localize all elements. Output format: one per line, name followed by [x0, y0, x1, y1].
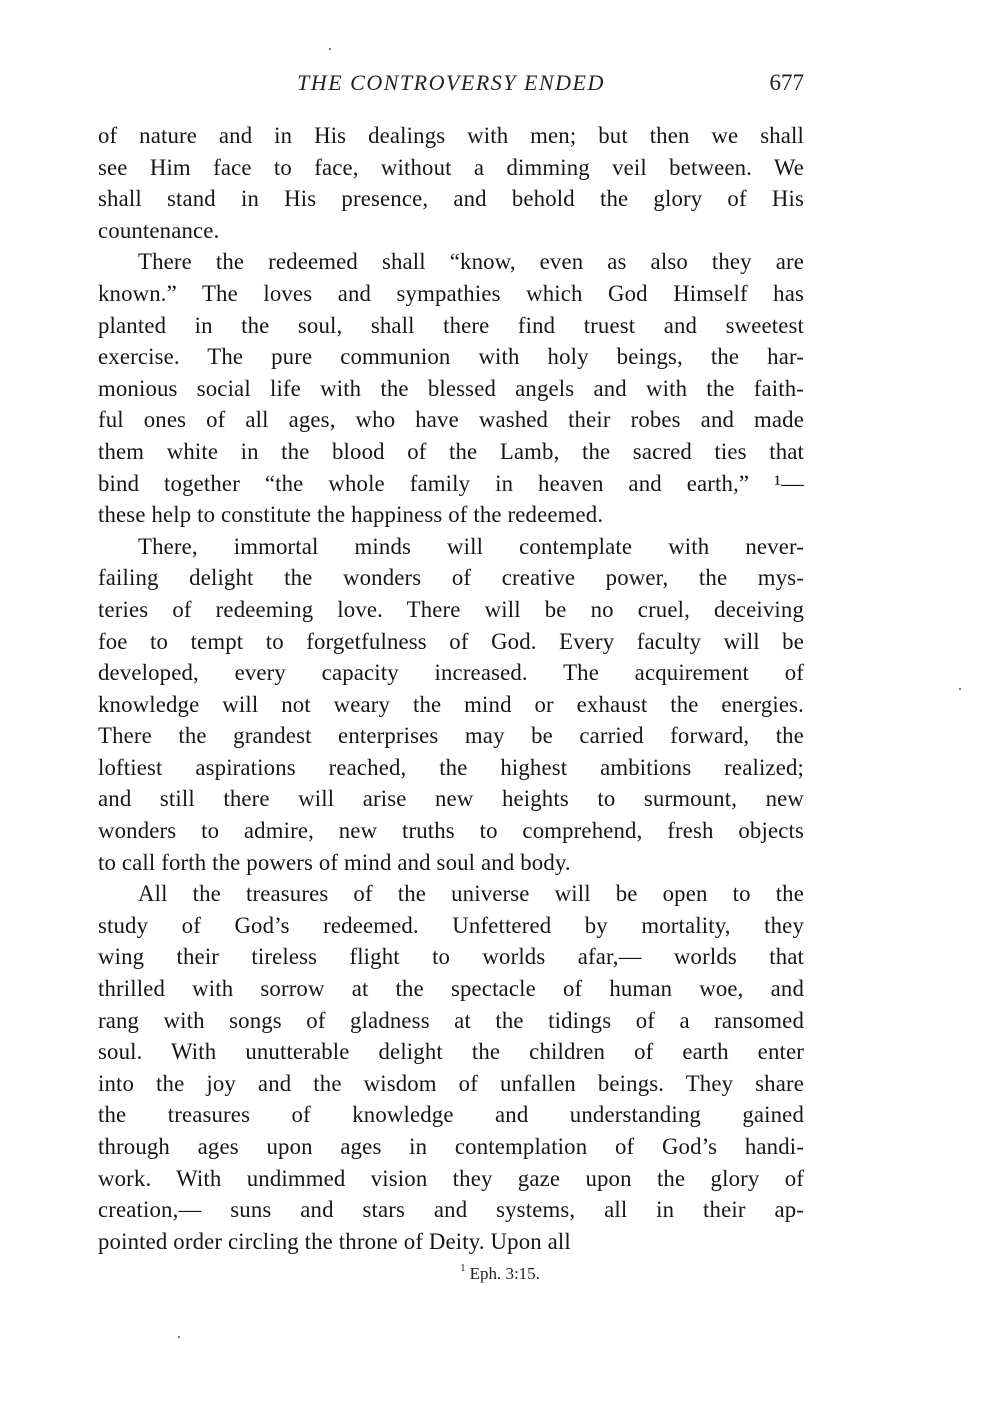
text-line: developed, every capacity increased. The acquirement of: [98, 660, 804, 686]
text-line: into the joy and the wisdom of unfallen beings. They share: [98, 1070, 804, 1096]
text-line: the treasures of knowledge and understanding gained: [98, 1102, 804, 1128]
footnote: [0, 1264, 1000, 1284]
text-line: wing their tireless flight to worlds afar,— worlds that: [98, 944, 804, 970]
paper-speck: [959, 688, 961, 690]
paragraph: [98, 531, 804, 879]
text-line: There the grandest enterprises may be carried forward, the: [98, 723, 804, 749]
page-number: 677: [769, 70, 804, 95]
body-text: [98, 120, 804, 1257]
text-line: There the redeemed shall “know, even as also they are: [138, 249, 804, 275]
text-line: of nature and in His dealings with men; but then we shall: [98, 123, 804, 148]
text-line: shall stand in His presence, and behold the glory of His: [98, 186, 804, 212]
text-line: monious social life with the blessed angels and with the faith-: [98, 375, 804, 401]
paper-speck: [329, 48, 331, 50]
text-line: teries of redeeming love. There will be no cruel, deceiving: [98, 596, 804, 622]
text-line: study of God’s redeemed. Unfettered by mortality, they: [98, 912, 804, 938]
text-line: exercise. The pure communion with holy beings, the har-: [98, 344, 804, 370]
text-line: them white in the blood of the Lamb, the sacred ties that: [98, 438, 804, 464]
text-line: There, immortal minds will contemplate with never-: [138, 533, 804, 559]
text-line: failing delight the wonders of creative power, the mys-: [98, 565, 804, 591]
text-line: planted in the soul, shall there find truest and sweetest: [98, 312, 804, 338]
paragraph: [98, 246, 804, 530]
text-line: through ages upon ages in contemplation of God’s handi-: [98, 1134, 804, 1159]
text-line: wonders to admire, new truths to comprehend, fresh objects: [98, 818, 804, 844]
text-line: and still there will arise new heights to surmount, new: [98, 786, 804, 812]
text-line: thrilled with sorrow at the spectacle of human woe, and: [98, 976, 804, 1002]
text-line: creation,— suns and stars and systems, all in their ap-: [98, 1197, 804, 1223]
text-line: ful ones of all ages, who have washed their robes and made: [98, 407, 804, 433]
page-header: [98, 70, 804, 106]
text-line: foe to tempt to forgetfulness of God. Every faculty will be: [98, 628, 804, 654]
paragraph: [98, 120, 804, 246]
text-line: loftiest aspirations reached, the highest ambitions realized;: [98, 754, 804, 780]
text-line: bind together “the whole family in heaven and earth,” ¹—: [98, 470, 804, 496]
text-line: knowledge will not weary the mind or exhaust the energies.: [98, 691, 804, 717]
text-line: these help to constitute the happiness of the redeemed.: [98, 502, 604, 528]
text-line: known.” The loves and sympathies which God Himself has: [98, 280, 804, 306]
paper-speck: [178, 1336, 180, 1338]
text-line: soul. With unutterable delight the children of earth enter: [98, 1039, 804, 1065]
footnote-marker: 1: [460, 1262, 466, 1274]
text-line: countenance.: [98, 217, 220, 243]
text-line: pointed order circling the throne of Deity. Upon all: [98, 1228, 571, 1254]
running-title: THE CONTROVERSY ENDED: [297, 70, 605, 95]
footnote-text: Eph. 3:15.: [469, 1264, 540, 1283]
text-line: work. With undimmed vision they gaze upon the glory of: [98, 1165, 804, 1191]
text-line: All the treasures of the universe will be open to the: [138, 881, 804, 907]
text-line: rang with songs of gladness at the tidings of a ransomed: [98, 1007, 804, 1033]
text-line: see Him face to face, without a dimming veil between. We: [98, 154, 804, 180]
paragraph: [98, 878, 804, 1257]
text-line: to call forth the powers of mind and soul and body.: [98, 849, 571, 875]
